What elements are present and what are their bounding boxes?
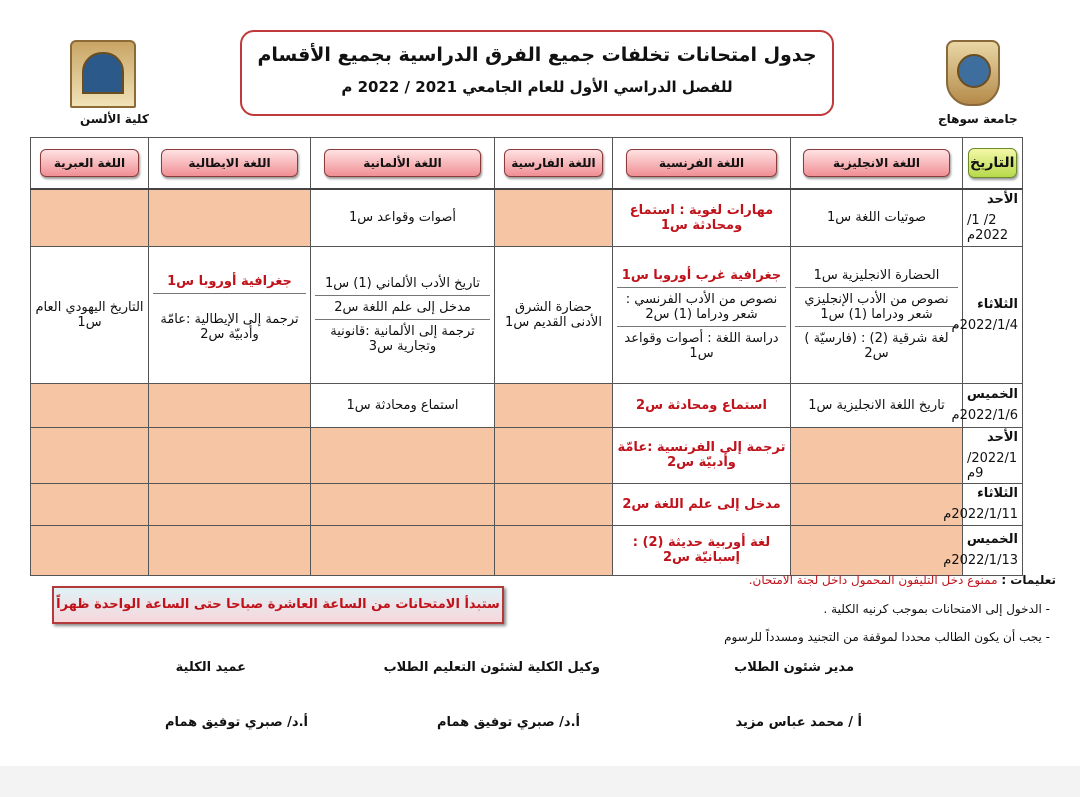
empty-cell (149, 525, 311, 575)
empty-cell (149, 383, 311, 427)
instruction-item: - الدخول إلى الامتحانات بموجب كرنيه الكلية . (823, 602, 1050, 616)
date-cell: الخميس 2022/1/13م (963, 525, 1023, 575)
date-cell: الأحد 2/ 1/ 2022م (963, 189, 1023, 246)
empty-cell (31, 427, 149, 483)
empty-cell (311, 525, 495, 575)
table-row (31, 483, 1023, 525)
signature-name: أ.د/ صبري توفيق همام (165, 715, 308, 730)
exam-cell: تاريخ اللغة الانجليزية س1 (791, 383, 963, 427)
instruction-item: - يجب أن يكون الطالب محددا لموقفة من التجنيد ومسدداً للرسوم (724, 630, 1050, 644)
table-row (31, 525, 1023, 575)
empty-cell (495, 383, 613, 427)
table-row (31, 427, 1023, 483)
table-row (31, 383, 1023, 427)
empty-cell (31, 483, 149, 525)
university-logo (946, 40, 1000, 106)
exam-cell: استماع ومحادثة س2 (613, 383, 791, 427)
empty-cell (149, 483, 311, 525)
date-cell: الأحد 2022/1/ 9م (963, 427, 1023, 483)
signature-title: وكيل الكلية لشئون التعليم الطلاب (383, 660, 600, 675)
empty-cell (31, 189, 149, 246)
exam-cell: ترجمة إلى الفرنسية :عامّة وأدبيّة س2 (613, 427, 791, 483)
col-hebrew: اللغة العبرية (31, 138, 149, 190)
empty-cell (495, 427, 613, 483)
date-cell: الثلاثاء 2022/1/11م (963, 483, 1023, 525)
date-cell: الثلاثاء 2022/1/4م (963, 246, 1023, 383)
empty-cell (31, 525, 149, 575)
exam-cell: استماع ومحادثة س1 (311, 383, 495, 427)
page-title: جدول امتحانات تخلفات جميع الفرق الدراسية بجميع الأقسام (257, 44, 817, 66)
signature-title: عميد الكلية (175, 660, 246, 675)
exam-cell: مدخل إلى علم اللغة س2 (613, 483, 791, 525)
signature-name: أ / محمد عباس مزيد (735, 715, 862, 730)
empty-cell (791, 525, 963, 575)
exam-cell-stack: جغرافية غرب أوروبا س1 نصوص من الأدب الفرنسي : شعر ودراما (1) س2 دراسة اللغة : أصوات وقواعد س1 (613, 246, 791, 383)
instructions-label: تعليمات : (1001, 573, 1056, 587)
col-french: اللغة الفرنسية (613, 138, 791, 190)
university-caption: جامعة سوهاج (938, 112, 1018, 126)
exam-cell: التاريخ اليهودي العام س1 (31, 246, 149, 383)
page-subtitle: للفصل الدراسي الأول للعام الجامعي 2021 / 2022 م (341, 78, 733, 96)
empty-cell (791, 483, 963, 525)
exam-time-banner: ستبدأ الامتحانات من الساعة العاشرة صباحا حتى الساعة الواحدة ظهراً (52, 586, 504, 624)
empty-cell (149, 427, 311, 483)
date-cell: الخميس 2022/1/6م (963, 383, 1023, 427)
empty-cell (791, 427, 963, 483)
exam-cell: لغة أوربية حديثة (2) : إسبانيّة س2 (613, 525, 791, 575)
exam-cell-stack: تاريخ الأدب الألماني (1) س1 مدخل إلى علم اللغة س2 ترجمة إلى الألمانية :قانونية وتجارية س3 (311, 246, 495, 383)
col-english: اللغة الانجليزية (791, 138, 963, 190)
schedule-table (30, 137, 1023, 576)
exam-cell-stack: الحضارة الانجليزية س1 نصوص من الأدب الإنجليزي شعر ودراما (1) س1 لغة شرقية (2) : (فارسيّة ) س2 (791, 246, 963, 383)
empty-cell (495, 525, 613, 575)
empty-cell (311, 483, 495, 525)
empty-cell (495, 483, 613, 525)
header-row (31, 138, 1023, 190)
empty-cell (311, 427, 495, 483)
exam-cell: حضارة الشرق الأدنى القديم س1 (495, 246, 613, 383)
signature-title: مدير شئون الطلاب (734, 660, 854, 675)
exam-cell-stack: جغرافية أوروبا س1 ترجمة إلى الإيطالية :عامّة وأدبيّة س2 (149, 246, 311, 383)
table-row (31, 246, 1023, 383)
empty-cell (495, 189, 613, 246)
signature-name: أ.د/ صبري توفيق همام (437, 715, 580, 730)
col-italian: اللغة الايطالية (149, 138, 311, 190)
instructions-heading (749, 573, 1056, 587)
exam-cell: أصوات وقواعد س1 (311, 189, 495, 246)
col-date: التاريخ (963, 138, 1023, 190)
empty-cell (31, 383, 149, 427)
phone-ban-note: ممنوع دخل التليفون المحمول داخل لجنة الامتحان. (748, 573, 998, 587)
faculty-caption: كلية الألسن (80, 112, 149, 126)
exam-cell: صوتيات اللغة س1 (791, 189, 963, 246)
empty-cell (149, 189, 311, 246)
faculty-logo (70, 40, 136, 108)
table-row (31, 189, 1023, 246)
col-german: اللغة الألمانية (311, 138, 495, 190)
exam-cell: مهارات لغوية : استماع ومحادثة س1 (613, 189, 791, 246)
title-box (240, 30, 834, 116)
col-persian: اللغة الفارسية (495, 138, 613, 190)
